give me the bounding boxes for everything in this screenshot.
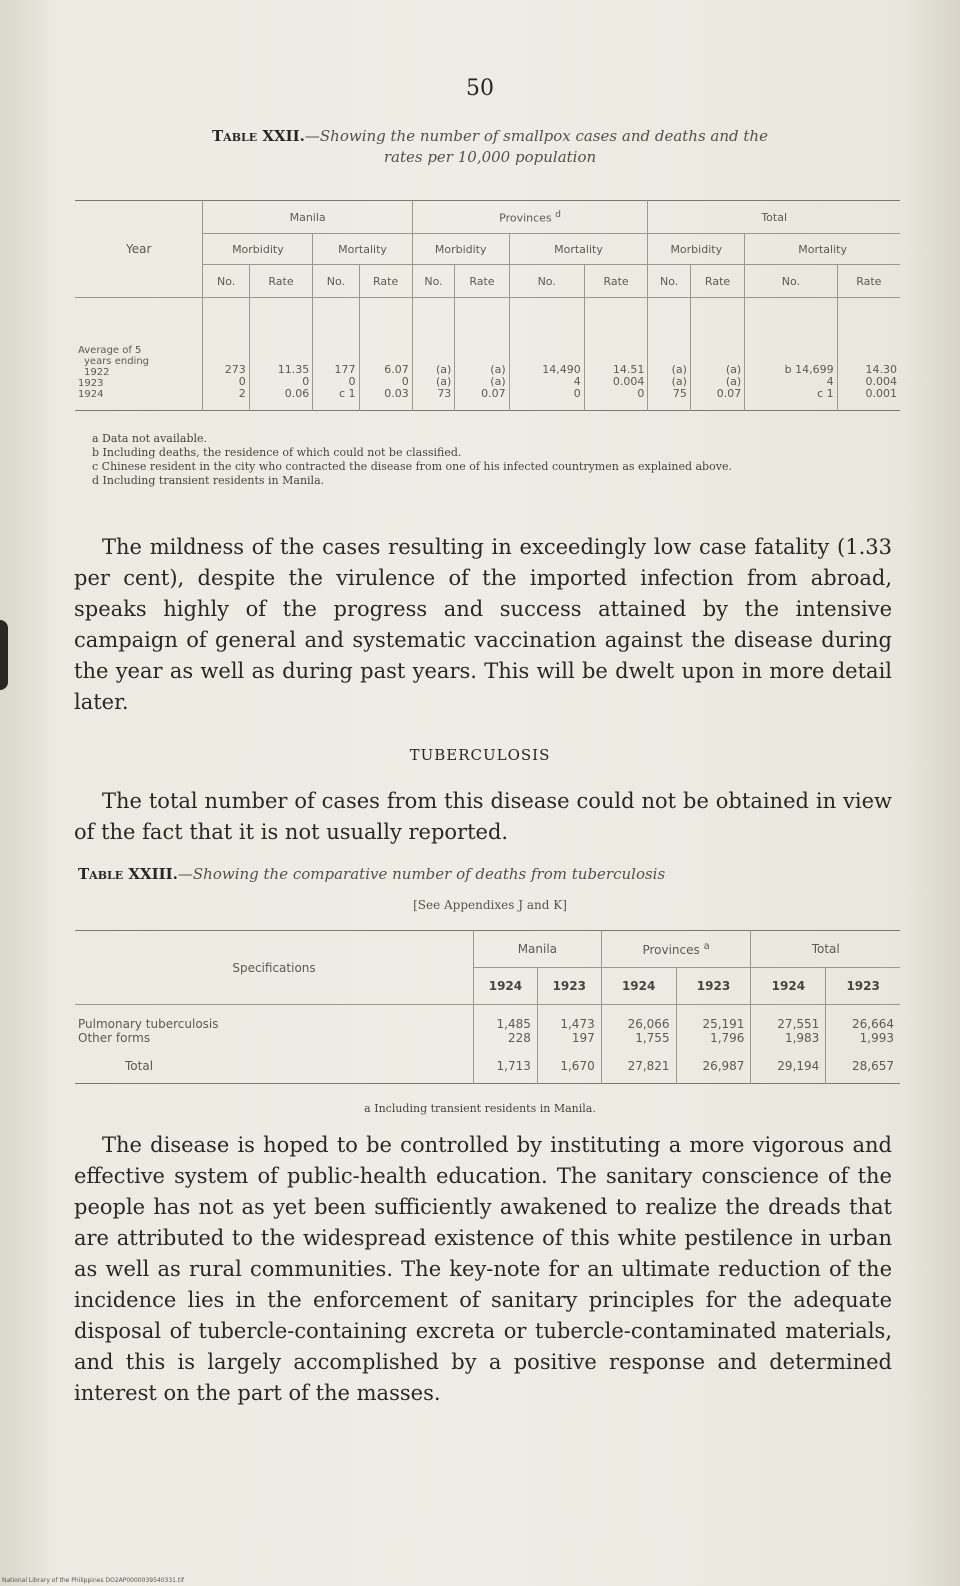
- table-cell: 0: [348, 375, 356, 388]
- col-rate: Rate: [584, 265, 648, 298]
- table-cell: 0: [637, 387, 645, 400]
- table-cell: (a): [490, 375, 506, 388]
- prov-morb-rate: [455, 298, 509, 411]
- table-23-footnote: a Including transient residents in Manila.: [364, 1102, 596, 1115]
- cell: 27,821: [601, 1051, 676, 1084]
- footnote: b Including deaths, the residence of which could not be classified.: [92, 446, 462, 459]
- table-23-caption: [78, 864, 898, 885]
- table-23-desc: —Showing the comparative number of deaths from tuberculosis: [177, 865, 666, 883]
- manila-mort-rate: [359, 298, 412, 411]
- prov-mort-rate: [584, 298, 648, 411]
- archive-stamp: National Library of the Philippines DO2AP0000039540331.tif: [2, 1577, 185, 1584]
- col-year: 1924: [601, 968, 676, 1005]
- table-cell: 0.07: [481, 387, 506, 400]
- table-cell: 273: [224, 363, 246, 376]
- provinces-mortality: Mortality: [509, 234, 648, 265]
- table-cell: 177: [334, 363, 356, 376]
- total-morb-rate: [690, 298, 744, 411]
- group-total: Total: [751, 931, 900, 968]
- table-cell: (a): [725, 375, 742, 388]
- table-cell: 11.35: [277, 363, 310, 376]
- footnote: a Data not available.: [92, 432, 208, 445]
- paragraph-tb-control: The disease is hoped to be controlled by instituting a more vigorous and effective system of public-health education. The sanitary conscience of the people has not as yet been sufficiently awakened to realize the dreads that are attributed to the widespread existence of this white pestilence in urban as well as rural communities. The key-note for an ultimate reduction of the incidence lies in the enforcement of sanitary principles for the adequate disposal of tubercle-containing excreta or tubercle-contaminated materials, and this is largely accomplished by a positive response and determined interest on the part of the masses.: [74, 1133, 892, 1405]
- table-22-label: Table XXII.: [212, 127, 305, 145]
- table-cell: 14.51: [612, 363, 645, 376]
- prov-morb-no: [412, 298, 455, 411]
- table-cell: 14.30: [865, 363, 897, 376]
- table-row: [75, 298, 900, 411]
- table-cell: (a): [725, 363, 742, 376]
- provinces-morbidity: Morbidity: [412, 234, 509, 265]
- table-cell: (a): [435, 375, 452, 388]
- table-cell: 6.07: [384, 363, 409, 376]
- tuberculosis-table: [75, 930, 900, 1084]
- table-cell: 0.004: [612, 375, 645, 388]
- paragraph-tb-intro: The total number of cases from this disease could not be obtained in view of the fact that it is not usually reported.: [74, 789, 892, 844]
- table-cell: c 1: [338, 387, 356, 400]
- cell: 1,485 228: [474, 1005, 538, 1052]
- total-mortality: Mortality: [745, 234, 900, 265]
- table-cell: 0: [401, 375, 409, 388]
- col-no: No.: [412, 265, 455, 298]
- col-year: 1924: [474, 968, 538, 1005]
- table-cell: 2: [238, 387, 246, 400]
- table-22-caption: [80, 126, 900, 168]
- cell: 28,657: [852, 1059, 894, 1073]
- table-cell: 0.06: [284, 387, 310, 400]
- col-rate: Rate: [837, 265, 900, 298]
- col-specifications: Specifications: [75, 931, 474, 1005]
- cell: 1,670: [537, 1051, 601, 1084]
- cell: 29,194: [751, 1051, 826, 1084]
- table-22-desc-2: rates per 10,000 population: [383, 148, 597, 166]
- manila-morbidity: Morbidity: [203, 234, 313, 265]
- col-no: No.: [745, 265, 837, 298]
- table-23-label: Table XXIII.: [78, 865, 178, 883]
- group-provinces: Provinces $^a$: [601, 931, 751, 968]
- col-rate: Rate: [249, 265, 313, 298]
- manila-mortality: Mortality: [313, 234, 412, 265]
- table-cell: 75: [672, 387, 687, 400]
- col-year: 1924: [751, 968, 826, 1005]
- table-cell: 14,490: [542, 363, 581, 376]
- col-year: 1923: [676, 968, 751, 1005]
- group-provinces: Provinces $^d$: [412, 201, 648, 234]
- col-no: No.: [648, 265, 691, 298]
- table-cell: 4: [573, 375, 581, 388]
- table-22-desc-1: —Showing the number of smallpox cases and deaths and the: [304, 127, 768, 145]
- col-rate: Rate: [455, 265, 509, 298]
- group-manila: Manila: [474, 931, 602, 968]
- col-no: No.: [203, 265, 249, 298]
- table-cell: 4: [826, 375, 834, 388]
- table-cell: b 14,699: [784, 363, 834, 376]
- table-row-total: [75, 1051, 900, 1084]
- cell: 1,473 197: [537, 1005, 601, 1052]
- table-22-footnotes: [78, 432, 898, 488]
- cell: 26,664 1,993: [852, 1017, 894, 1045]
- cell: 1,713: [474, 1051, 538, 1084]
- col-no: No.: [313, 265, 359, 298]
- col-no: No.: [509, 265, 584, 298]
- table-cell: 0: [302, 375, 310, 388]
- table-cell: (a): [671, 375, 687, 388]
- table-cell: 0.07: [716, 387, 742, 400]
- table-cell: 0.001: [865, 387, 897, 400]
- col-year: Year: [75, 201, 203, 298]
- col-year: 1923: [826, 968, 900, 1005]
- cell: 25,191 1,796: [676, 1005, 751, 1052]
- cell: 26,987: [676, 1051, 751, 1084]
- cell: 26,066 1,755: [601, 1005, 676, 1052]
- paragraph-case-fatality: The mildness of the cases resulting in exceedingly low case fatality (1.33 per cent), despite the virulence of the imported infection from abroad, speaks highly of the progress and success attained by the intensive campaign of general and systematic vaccination against the disease during the year as well as during past years. This will be dwelt upon in more detail later.: [74, 535, 892, 714]
- table-cell: (a): [435, 363, 452, 376]
- manila-morb-no: [203, 298, 249, 411]
- table-cell: (a): [671, 363, 687, 376]
- binding-edge-shadow: [0, 620, 8, 690]
- group-manila: Manila: [203, 201, 412, 234]
- page-number: 50: [466, 76, 494, 101]
- group-total: Total: [648, 201, 900, 234]
- cell: 27,551 1,983: [751, 1005, 826, 1052]
- table-23-subcaption: [See Appendixes J and K]: [413, 898, 567, 912]
- year-labels: Average of 5 years ending 1922 1923 1924: [75, 298, 203, 411]
- table-row: [75, 1005, 900, 1052]
- col-year: 1923: [537, 968, 601, 1005]
- table-cell: c 1: [817, 387, 834, 400]
- manila-morb-rate: [249, 298, 313, 411]
- row-labels: Pulmonary tuberculosis Other forms: [75, 1005, 474, 1052]
- prov-mort-no: [509, 298, 584, 411]
- table-cell: 0: [573, 387, 581, 400]
- table-cell: 0.004: [865, 375, 897, 388]
- total-mort-no: [745, 298, 837, 411]
- footnote: c Chinese resident in the city who contracted the disease from one of his infected countrymen as explained above.: [92, 460, 732, 473]
- col-rate: Rate: [690, 265, 744, 298]
- table-cell: 73: [437, 387, 452, 400]
- table-cell: (a): [490, 363, 506, 376]
- col-rate: Rate: [359, 265, 412, 298]
- footnote: d Including transient residents in Manila.: [92, 474, 325, 487]
- section-heading-tuberculosis: TUBERCULOSIS: [409, 746, 551, 764]
- manila-mort-no: [313, 298, 359, 411]
- table-cell: 0: [238, 375, 246, 388]
- total-morbidity: Morbidity: [648, 234, 745, 265]
- total-morb-no: [648, 298, 691, 411]
- table-cell: 0.03: [384, 387, 409, 400]
- total-mort-rate: [837, 298, 900, 411]
- smallpox-table: [75, 200, 900, 411]
- total-label: Total: [75, 1051, 474, 1084]
